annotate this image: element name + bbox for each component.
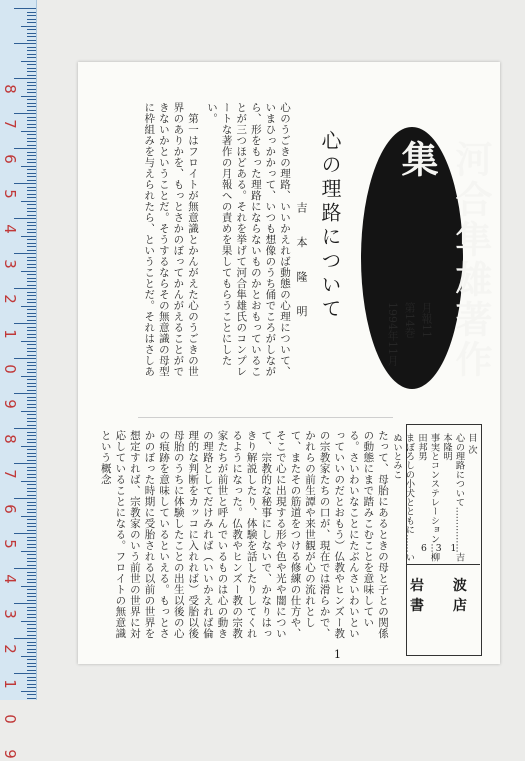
ruler-tick [27,523,36,524]
ruler-tick [27,12,36,13]
ruler-tick [27,474,36,475]
ruler-tick [21,236,36,237]
ruler-tick [27,418,36,419]
essay-paragraph-1: 心のうごきの理路、いいかえれば動態の心理について、いまひっかかって、いつも想像のうち俑でころがしながら、形をもった理路にならないものかとおもっていることが三つほどある。それを挙げて河合隼雄氏のコンプレートな著作の月報への責めを果してもらうことにしたい。 [206,102,291,377]
ruler-tick [27,197,36,198]
ruler-tick [27,19,36,20]
ruler-tick [27,208,36,209]
section-divider [138,417,393,418]
issue-number: 月報11 [420,302,433,338]
ruler-tick [27,645,36,646]
ruler-tick [27,169,36,170]
ruler-tick [27,106,36,107]
ruler-tick [21,691,36,692]
ruler-tick [27,572,36,573]
ruler-tick [27,68,36,69]
ruler-tick [27,484,36,485]
ruler-tick [27,176,36,177]
ruler-tick [27,285,36,286]
ruler-tick [21,61,36,62]
ruler-number: 0 [1,714,19,724]
ruler-tick [27,320,36,321]
ruler-tick [27,554,36,555]
publisher-box [406,564,480,655]
ruler-tick [27,694,36,695]
ruler-tick [27,344,36,345]
publisher-name: 岩 波 書 店 [410,578,479,614]
ruler-number: 4 [1,224,19,234]
ruler-tick [27,134,36,135]
ruler-tick [21,446,36,447]
ruler-tick [27,250,36,251]
issue-date: 1994年11月 [386,302,399,366]
ruler-number: 2 [1,294,19,304]
ruler-tick [27,222,36,223]
ruler-tick [27,512,36,513]
ruler-tick [27,502,36,503]
ruler-tick [27,614,36,615]
ruler-tick [27,173,36,174]
ruler-tick [27,278,36,279]
ruler-tick [27,558,36,559]
ruler-tick [14,673,36,674]
ruler-tick [27,50,36,51]
ruler-tick [27,99,36,100]
ruler-tick [27,379,36,380]
ruler-tick [27,57,36,58]
ruler-tick [27,29,36,30]
ruler-tick [27,684,36,685]
essay-lower-text: たって、母胎にあるときの母と子との関係の動態にまで踏みこむことを意味している。さいわいなことにたぶんさいわいといっていいのだとおもう）仏教やヒンズー教の宗教家たちの口が、現在では滑らかで、かれらの前生譚や来世観が心の流れとして、またその筋道をつける修練の仕方や、そこで心に出現する形や色や光や闇について、宗教的な秘事にしないで、かなりはっきり解説したり、体験を話したりしてくれるようになった。仏教やヒンズー教の宗教家たちが前世と呼んでいるものは心の動きの理路としてだけみれば（いいかえれば倫理的な判断をカッコに入れれば）受胎以後母胎のうちに体験したことの出生以後の心の痕跡を意味しているといえる。もっとさかのぼった時期に受胎される以前の世界を想定すれば、宗教家のいう前世の世界に対応していることになる。フロイトの無意識という概念 [99,430,389,639]
ruler-tick [27,530,36,531]
ruler-tick [27,355,36,356]
ruler-tick [27,274,36,275]
ruler-tick [27,663,36,664]
ruler-tick [27,267,36,268]
ruler-tick [27,505,36,506]
ruler-number: 2 [1,644,19,654]
essay-title: 心の理路について [318,130,342,322]
ruler-tick [27,600,36,601]
ruler-tick [27,215,36,216]
ruler-tick [27,257,36,258]
ruler-tick [27,579,36,580]
ruler-tick [27,313,36,314]
ruler-tick [27,670,36,671]
ruler-tick [27,127,36,128]
ruler-tick [27,631,36,632]
ruler-tick [27,92,36,93]
ruler-tick [27,680,36,681]
ruler-tick [27,365,36,366]
ruler-tick [27,407,36,408]
ruler-tick [27,593,36,594]
ruler-tick [27,22,36,23]
ruler-tick [27,400,36,401]
ruler-tick [27,64,36,65]
ruler-tick [27,617,36,618]
ruler-tick [27,141,36,142]
ruler-tick [21,201,36,202]
ruler-tick [27,229,36,230]
ruler-tick [14,78,36,79]
ruler-tick [27,383,36,384]
ruler-tick [27,82,36,83]
ruler-tick [27,239,36,240]
ruler-tick [27,687,36,688]
ruler-number: 3 [1,609,19,619]
issue-volume: 第14巻 [403,302,416,338]
ruler-tick [27,194,36,195]
ruler-tick [27,610,36,611]
ruler-tick [27,159,36,160]
ruler-tick [14,638,36,639]
ruler-tick [27,89,36,90]
ruler-tick [27,432,36,433]
ruler-tick [14,463,36,464]
toc-heading: 目 次 [466,433,477,455]
ruler-tick [27,642,36,643]
essay-paragraph-2: 第一はフロイトが無意識とかんがえた心のうごきの世界のありかを、もっとさかのぼってかんがえることができないかということだ。そうするならその無意識の母型に枠組みを与えられたら、ということだ。それはさしあ [143,102,199,377]
ruler-tick [27,509,36,510]
essay-author: 吉 本 隆 明 [295,202,308,327]
ruler-tick [27,435,36,436]
ruler-tick [27,138,36,139]
ruler-tick [27,117,36,118]
ruler-tick [27,635,36,636]
ruler-tick [27,575,36,576]
measuring-ruler [0,0,37,759]
ruler-tick [14,253,36,254]
ruler-tick [14,148,36,149]
ruler-tick [14,323,36,324]
ruler-tick [27,628,36,629]
ruler-tick [21,656,36,657]
ruler-number: 9 [1,399,19,409]
ruler-tick [14,183,36,184]
ruler-tick [27,243,36,244]
ruler-tick [21,621,36,622]
ruler-tick [27,292,36,293]
ruler-tick [27,607,36,608]
ruler-tick [27,677,36,678]
ruler-number: 1 [1,329,19,339]
ruler-tick [27,54,36,55]
ruler-tick [21,271,36,272]
ruler-tick [27,330,36,331]
ruler-tick [27,211,36,212]
page-number: 1 [334,648,341,661]
ruler-tick [27,295,36,296]
toc-item-2: 事実とコンステレーション…柳田邦男 [416,433,440,562]
ruler-tick [27,124,36,125]
ruler-tick [27,40,36,41]
ruler-tick [27,47,36,48]
ruler-tick [27,488,36,489]
ruler-tick [27,649,36,650]
ruler-tick [14,603,36,604]
ruler-tick [14,428,36,429]
ruler-tick [27,652,36,653]
ruler-tick [27,582,36,583]
ruler-tick [27,299,36,300]
ruler-tick [27,467,36,468]
ruler-tick [21,551,36,552]
ruler-tick [27,390,36,391]
ruler-tick [27,624,36,625]
ruler-tick [27,316,36,317]
ruler-tick [27,155,36,156]
ruler-tick [27,110,36,111]
ruler-tick [27,145,36,146]
toc-item-1: 心の理路について……………吉本隆明 [441,433,465,562]
ruler-tick [27,162,36,163]
ruler-tick [14,568,36,569]
ruler-tick [14,393,36,394]
ruler-tick [27,561,36,562]
ruler-number: 9 [1,749,19,759]
ruler-tick [27,470,36,471]
ruler-tick [27,351,36,352]
ruler-tick [14,533,36,534]
ruler-number: 6 [1,154,19,164]
ruler-tick [27,698,36,699]
ruler-tick [27,495,36,496]
ruler-tick [27,421,36,422]
series-title: 河合隼雄著作集 [395,140,493,380]
ruler-tick [27,260,36,261]
ruler-tick [27,547,36,548]
ruler-tick [27,491,36,492]
ruler-tick [27,596,36,597]
ruler-tick [27,460,36,461]
ruler-tick [21,131,36,132]
ruler-tick [14,288,36,289]
ruler-tick [27,386,36,387]
toc-item-3: まぼろしの小犬とともに……いぬいとみこ [391,433,415,562]
ruler-tick [27,15,36,16]
ruler-tick [27,369,36,370]
ruler-tick [14,113,36,114]
ruler-tick [27,362,36,363]
ruler-tick [27,414,36,415]
toc-page-numbers: 6 3 1 [421,543,460,554]
ruler-tick [27,85,36,86]
ruler-tick [14,218,36,219]
ruler-tick [27,425,36,426]
ruler-tick [27,439,36,440]
ruler-tick [21,481,36,482]
ruler-tick [21,376,36,377]
ruler-tick [27,225,36,226]
ruler-tick [27,397,36,398]
ruler-tick [27,540,36,541]
ruler-tick [27,519,36,520]
ruler-tick [27,348,36,349]
ruler-tick [27,71,36,72]
ruler-tick [27,204,36,205]
ruler-tick [27,526,36,527]
ruler-tick [21,166,36,167]
ruler-tick [21,26,36,27]
ruler-tick [27,442,36,443]
ruler-tick [27,120,36,121]
ruler-tick [21,411,36,412]
ruler-number: 7 [1,119,19,129]
ruler-tick [27,309,36,310]
ruler-tick [27,75,36,76]
ruler-tick [27,334,36,335]
ruler-tick [27,449,36,450]
ruler-number: 0 [1,364,19,374]
ruler-tick [27,327,36,328]
ruler-tick [27,477,36,478]
ruler-tick [27,659,36,660]
ruler-number: 3 [1,259,19,269]
ruler-tick [21,341,36,342]
ruler-number: 8 [1,434,19,444]
ruler-tick [27,103,36,104]
ruler-tick [27,36,36,37]
ruler-tick [27,187,36,188]
ruler-tick [27,456,36,457]
ruler-tick [27,190,36,191]
ruler-tick [27,33,36,34]
ruler-tick [27,337,36,338]
ruler-tick [27,565,36,566]
ruler-tick [27,152,36,153]
ruler-number: 5 [1,189,19,199]
monthly-report-page [78,62,500,664]
ruler-tick [27,264,36,265]
ruler-tick [27,180,36,181]
ruler-tick [14,498,36,499]
ruler-tick [27,453,36,454]
issue-info [384,302,435,422]
ruler-tick [27,589,36,590]
ruler-number: 8 [1,84,19,94]
ruler-tick [21,586,36,587]
ruler-number: 6 [1,504,19,514]
ruler-tick [27,232,36,233]
ruler-tick [21,516,36,517]
ruler-tick [27,544,36,545]
ruler-tick [27,302,36,303]
ruler-tick [14,8,36,9]
ruler-tick [21,96,36,97]
ruler-number: 5 [1,539,19,549]
ruler-tick [27,372,36,373]
ruler-tick [27,281,36,282]
ruler-tick [14,358,36,359]
ruler-tick [21,306,36,307]
ruler-tick [27,404,36,405]
ruler-number: 7 [1,469,19,479]
ruler-tick [14,43,36,44]
ruler-tick [27,246,36,247]
ruler-tick [27,537,36,538]
ruler-number: 4 [1,574,19,584]
ruler-number: 1 [1,679,19,689]
ruler-tick [27,666,36,667]
